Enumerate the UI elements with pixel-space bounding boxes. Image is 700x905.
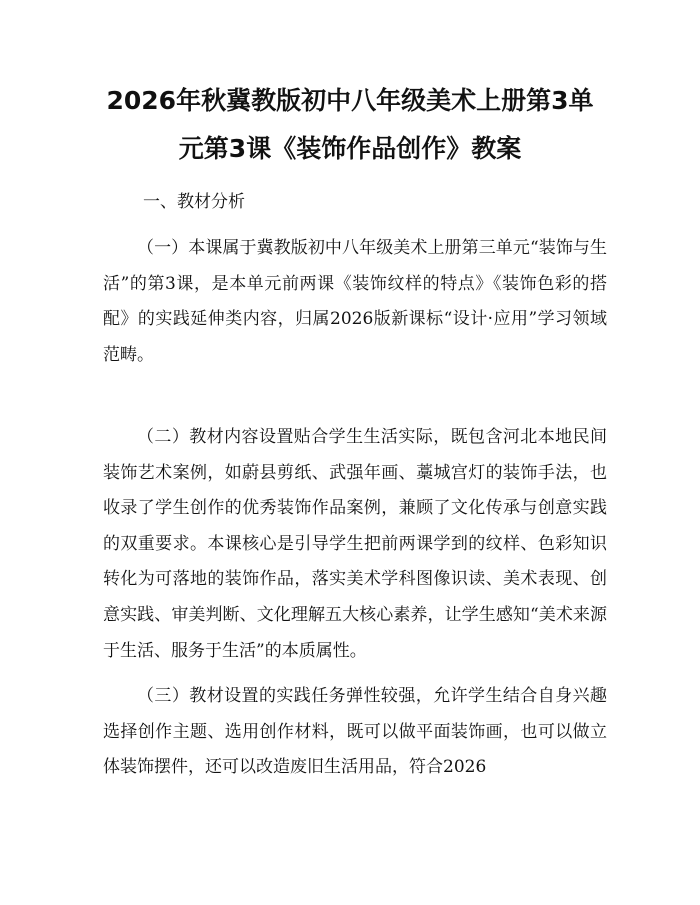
document-title-line-1: 2026年秋冀教版初中八年级美术上册第3单 — [106, 86, 594, 115]
document-title-line-2: 元第3课《装饰作品创作》教案 — [178, 134, 522, 163]
paragraph-3: （三）教材设置的实践任务弹性较强，允许学生结合自身兴趣选择创作主题、选用创作材料，既可以做平面装饰画，也可以做立体装饰摆件，还可以改造废旧生活用品，符合2026 — [103, 686, 607, 778]
section-heading-textbook-analysis: 一、教材分析 — [143, 192, 245, 212]
paragraph-2: （二）教材内容设置贴合学生生活实际，既包含河北本地民间装饰艺术案例，如蔚县剪纸、武强年画、藁城宫灯的装饰手法，也收录了学生创作的优秀装饰作品案例，兼顾了文化传承与创意实践的双重要求。本课核心是引导学生把前两课学到的纹样、色彩知识转化为可落地的装饰作品，落实美术学科图像识读、美术表现、创意实践、审美判断、文化理解五大核心素养，让学生感知“美术来源于生活、服务于生活”的本质属性。 — [103, 427, 607, 661]
paragraph-1: （一）本课属于冀教版初中八年级美术上册第三单元“装饰与生活”的第3课，是本单元前两课《装饰纹样的特点》《装饰色彩的搭配》的实践延伸类内容，归属2026版新课标“设计·应用”学习领域范畴。 — [103, 238, 607, 365]
